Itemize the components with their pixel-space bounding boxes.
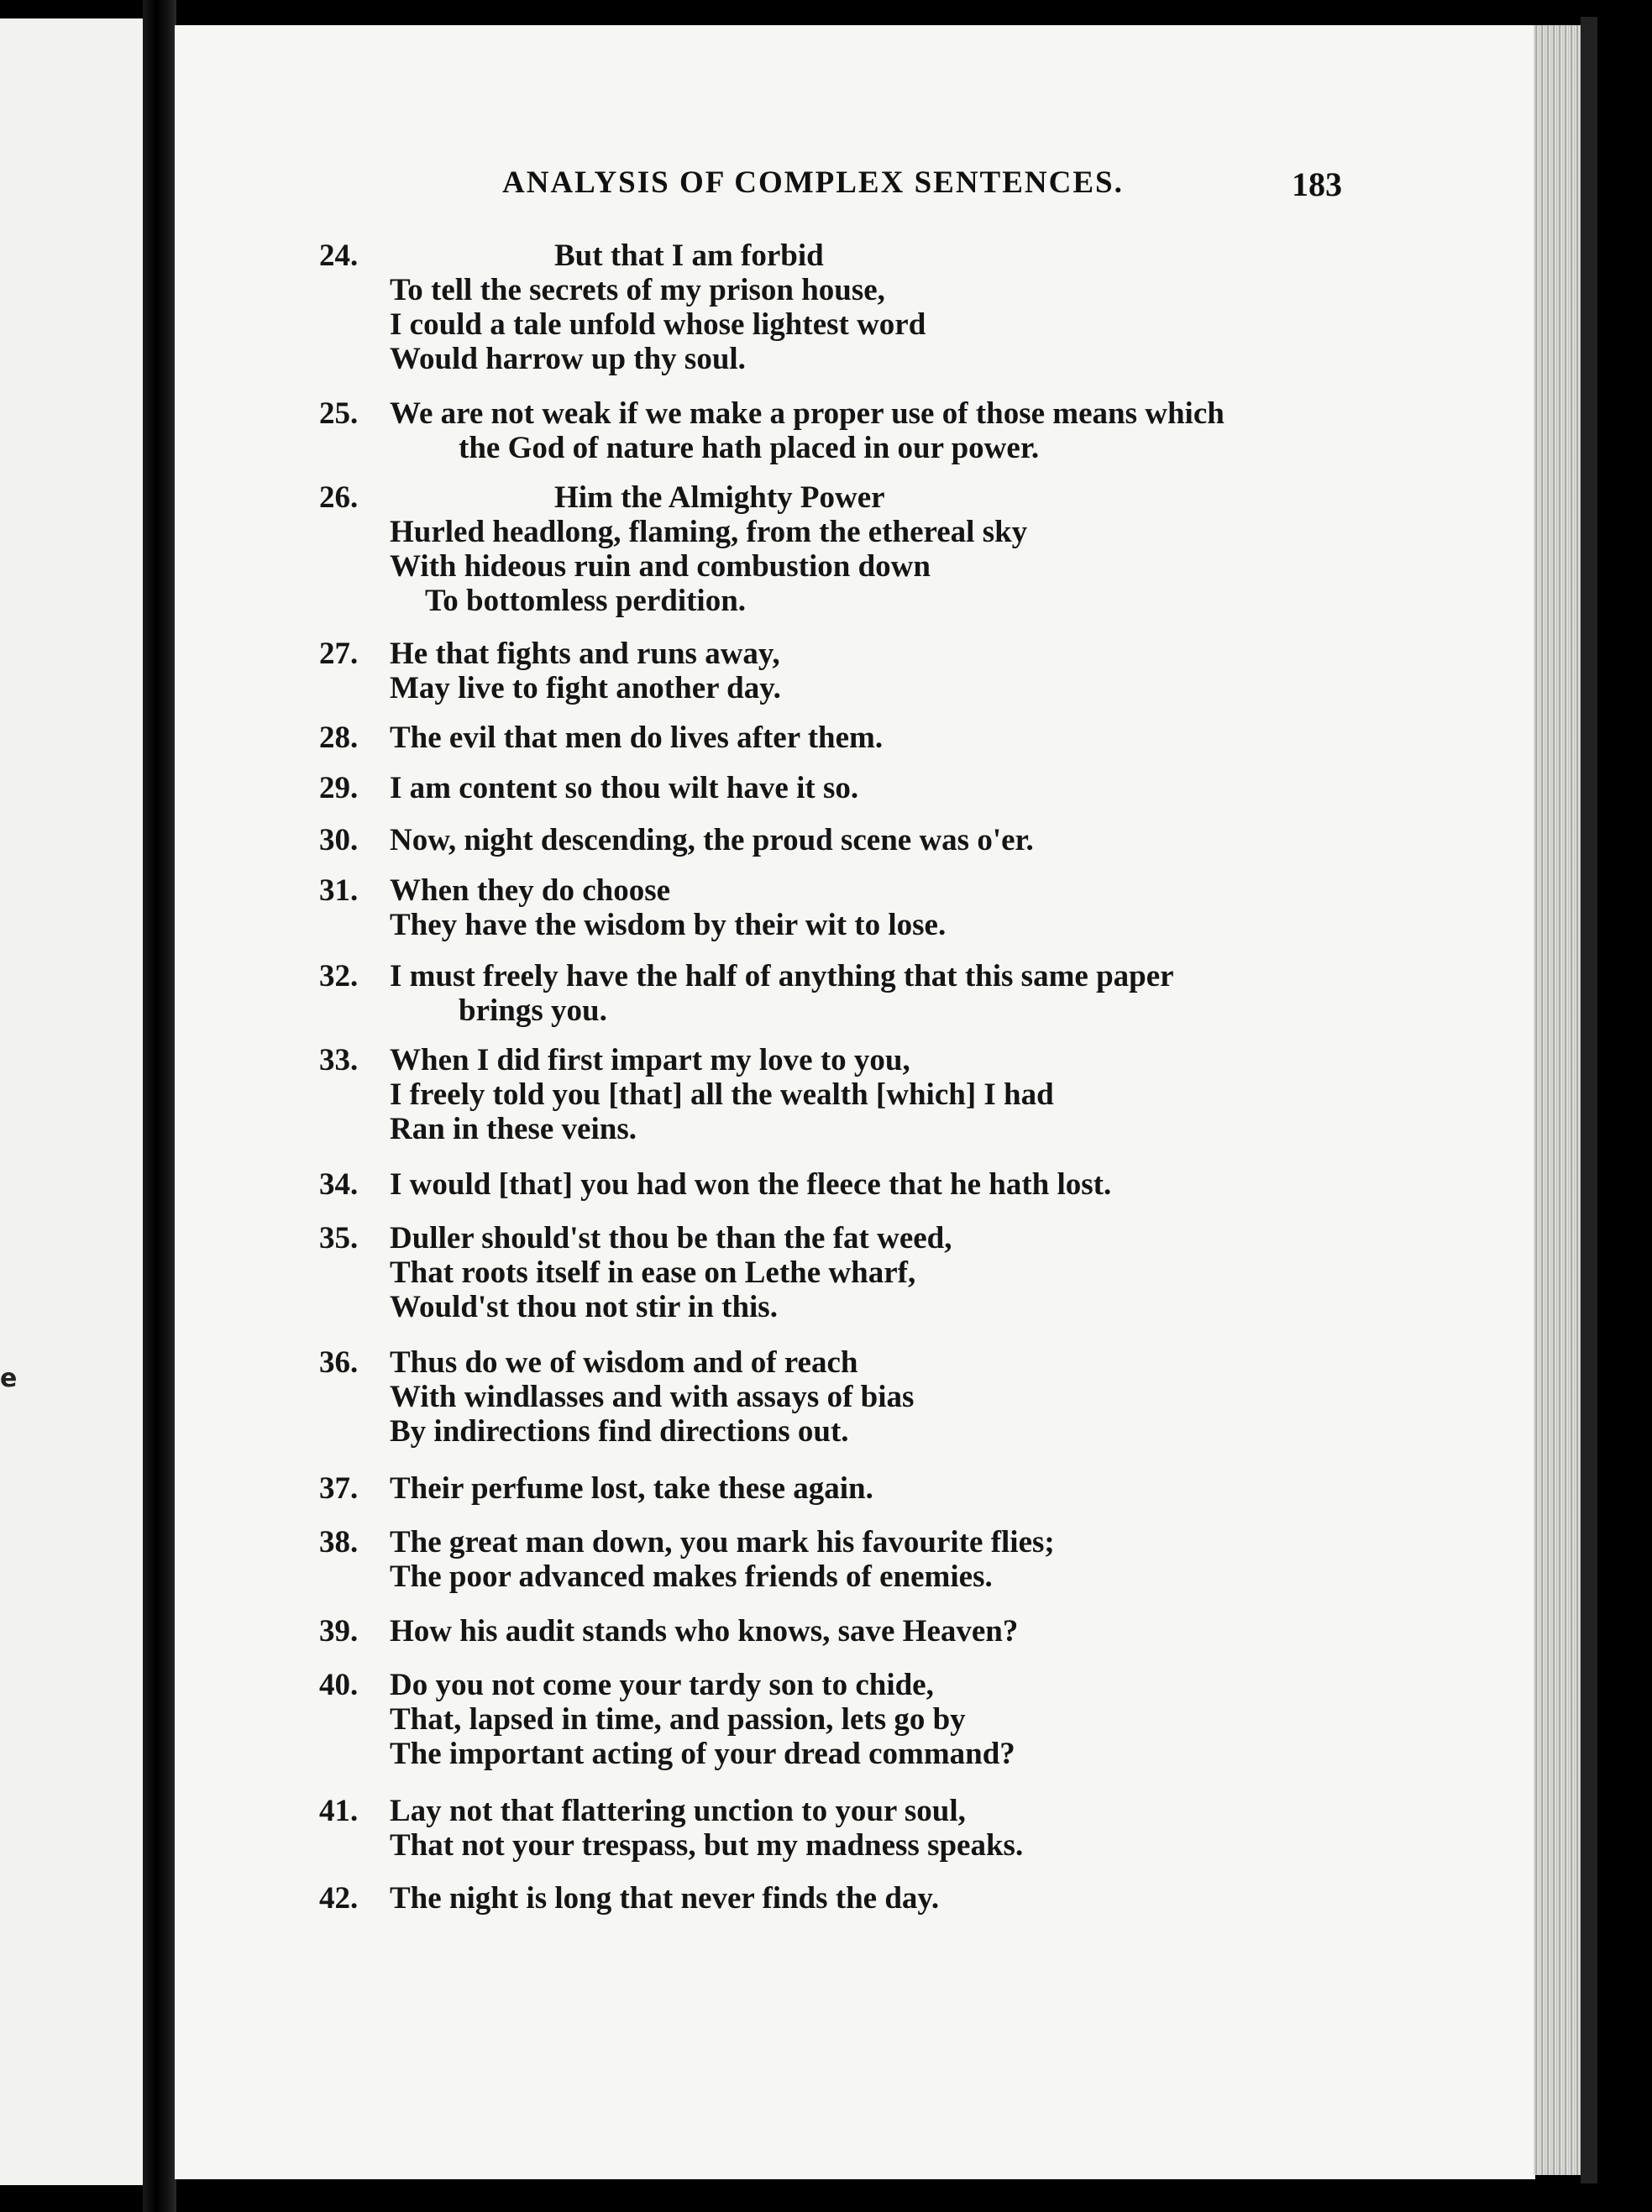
exercise-line: I could a tale unfold whose lightest word: [390, 307, 926, 342]
exercise-line: the God of nature hath placed in our power.: [459, 431, 1040, 465]
exercise-number: 42.: [319, 1881, 359, 1916]
exercise-line: The evil that men do lives after them.: [390, 721, 884, 755]
exercise-number: 41.: [319, 1794, 359, 1828]
exercise-line: That roots itself in ease on Lethe wharf,: [390, 1255, 916, 1290]
exercise-number: 25.: [319, 396, 359, 431]
exercise-line: We are not weak if we make a proper use of those means which: [390, 396, 1225, 431]
exercise-line: How his audit stands who knows, save Heaven?: [390, 1614, 1019, 1649]
exercise-number: 35.: [319, 1221, 359, 1255]
exercise-line: Now, night descending, the proud scene was o'er.: [390, 823, 1034, 857]
exercise-32: [319, 959, 1377, 1028]
exercise-number: 29.: [319, 771, 359, 805]
exercise-number: 39.: [319, 1614, 359, 1649]
exercise-25: [319, 396, 1377, 465]
exercise-31: [319, 873, 1377, 942]
exercise-line: I would [that] you had won the fleece that he hath lost.: [390, 1167, 1112, 1202]
exercise-40: [319, 1668, 1377, 1771]
exercise-number: 36.: [319, 1345, 359, 1380]
exercise-number: 32.: [319, 959, 359, 993]
exercise-33: [319, 1043, 1377, 1146]
exercise-line: They have the wisdom by their wit to lose.: [390, 908, 947, 942]
exercise-line: Thus do we of wisdom and of reach: [390, 1345, 858, 1380]
exercise-line: Would'st thou not stir in this.: [390, 1290, 778, 1324]
exercise-30: [319, 823, 1377, 857]
exercise-35: [319, 1221, 1377, 1324]
page-number: 183: [1292, 165, 1342, 203]
exercise-number: 40.: [319, 1668, 359, 1702]
exercise-36: [319, 1345, 1377, 1449]
book-gutter: [143, 0, 176, 2212]
exercise-number: 33.: [319, 1043, 359, 1077]
exercise-line: I am content so thou wilt have it so.: [390, 771, 859, 805]
exercise-line: By indirections find directions out.: [390, 1414, 849, 1449]
exercise-28: [319, 721, 1377, 755]
exercise-line: Hurled headlong, flaming, from the ethereal sky: [390, 515, 1028, 549]
exercise-line: Would harrow up thy soul.: [390, 342, 746, 376]
exercise-line: I freely told you [that] all the wealth [which] I had: [390, 1077, 1054, 1112]
exercise-number: 38.: [319, 1525, 359, 1559]
exercise-26: [319, 480, 1377, 618]
exercise-number: 27.: [319, 637, 359, 671]
exercise-line: Duller should'st thou be than the fat weed,: [390, 1221, 952, 1255]
exercise-line: To bottomless perdition.: [425, 584, 747, 618]
previous-page-fragment: e: [0, 1364, 18, 1393]
exercise-number: 30.: [319, 823, 359, 857]
exercise-line: The poor advanced makes friends of enemies.: [390, 1559, 993, 1594]
exercise-24: [319, 238, 1377, 376]
page-stack-edge: [1534, 25, 1581, 2175]
exercise-38: [319, 1525, 1377, 1594]
exercise-line: To tell the secrets of my prison house,: [390, 273, 885, 307]
exercise-line: But that I am forbid: [554, 238, 824, 273]
exercise-line: That, lapsed in time, and passion, lets go by: [390, 1702, 966, 1737]
running-head: ANALYSIS OF COMPLEX SENTENCES.: [502, 165, 1124, 200]
exercise-27: [319, 637, 1377, 705]
exercise-number: 28.: [319, 721, 359, 755]
exercise-34: [319, 1167, 1377, 1202]
exercise-line: He that fights and runs away,: [390, 637, 780, 671]
exercise-line: Ran in these veins.: [390, 1112, 637, 1146]
exercise-line: May live to fight another day.: [390, 671, 781, 705]
exercise-line: Their perfume lost, take these again.: [390, 1471, 873, 1506]
exercise-number: 26.: [319, 480, 359, 515]
exercise-line: brings you.: [459, 993, 607, 1028]
page-edge-shadow: [1581, 17, 1597, 2183]
exercise-37: [319, 1471, 1377, 1506]
exercise-line: The night is long that never finds the day.: [390, 1881, 940, 1916]
exercise-line: The great man down, you mark his favourite flies;: [390, 1525, 1055, 1559]
exercise-line: That not your trespass, but my madness speaks.: [390, 1828, 1024, 1863]
previous-page-edge: [0, 18, 143, 2185]
exercise-line: Him the Almighty Power: [554, 480, 885, 515]
exercise-line: I must freely have the half of anything that this same paper: [390, 959, 1174, 993]
exercise-line: With windlasses and with assays of bias: [390, 1380, 915, 1414]
exercise-number: 34.: [319, 1167, 359, 1202]
exercise-41: [319, 1794, 1377, 1863]
exercise-line: The important acting of your dread command?: [390, 1737, 1015, 1771]
exercise-line: Lay not that flattering unction to your soul,: [390, 1794, 966, 1828]
exercise-42: [319, 1881, 1377, 1916]
exercise-number: 31.: [319, 873, 359, 908]
exercise-29: [319, 771, 1377, 805]
exercise-39: [319, 1614, 1377, 1649]
exercise-line: When they do choose: [390, 873, 671, 908]
exercise-number: 24.: [319, 238, 359, 273]
exercise-line: With hideous ruin and combustion down: [390, 549, 931, 584]
exercise-line: Do you not come your tardy son to chide,: [390, 1668, 934, 1702]
exercise-number: 37.: [319, 1471, 359, 1506]
exercise-line: When I did first impart my love to you,: [390, 1043, 910, 1077]
